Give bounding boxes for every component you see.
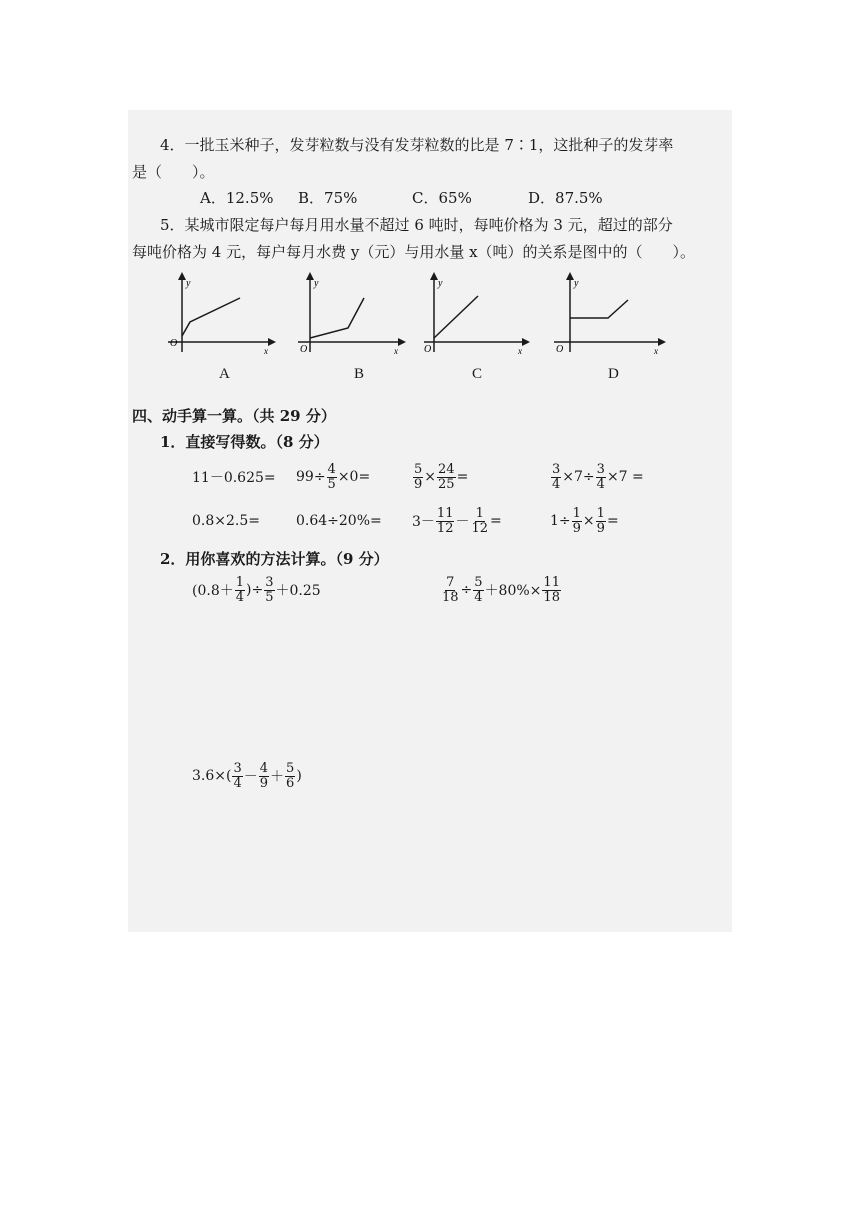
graph-a-line	[182, 298, 240, 336]
graph-d-y-label: y	[574, 278, 579, 289]
graph-b-label: B	[354, 366, 365, 382]
graph-b-y-label: y	[314, 278, 319, 289]
q4-option-d: D．87.5%	[528, 189, 603, 207]
calc-r2c1: 0.8×2.5=	[192, 513, 260, 529]
q4-option-c: C．65%	[412, 189, 472, 207]
graph-d-x-label: x	[654, 346, 658, 354]
graph-d-line	[570, 300, 628, 318]
graph-d	[548, 272, 666, 354]
q4-line1: 4．一批玉米种子，发芽粒数与没有发芽粒数的比是 7∶1，这批种子的发芽率	[160, 136, 674, 154]
graph-a-origin: O	[170, 338, 178, 349]
calc-r1c3: $\frac{5}{9}$ × $\frac{24}{25}$ =	[414, 461, 469, 492]
graph-c	[418, 272, 530, 354]
graph-b-x-label: x	[394, 346, 398, 354]
graph-c-origin: O	[424, 344, 432, 354]
section4-title: 四、动手算一算。（共 29 分）	[132, 407, 336, 425]
graph-d-origin: O	[556, 344, 564, 354]
graph-c-line	[434, 296, 478, 338]
calc-r1c1: 11－0.625=	[192, 470, 276, 486]
q4-option-b: B．75%	[298, 189, 358, 207]
graph-a-x-label: x	[264, 346, 268, 354]
graph-a	[152, 272, 276, 354]
part2-title: 2．用你喜欢的方法计算。（9 分）	[160, 550, 389, 568]
graph-b	[292, 272, 406, 354]
graph-b-origin: O	[300, 344, 308, 354]
calc-r1c2: 99÷ $\frac{4}{5}$ ×0=	[296, 461, 371, 492]
graph-a-label: A	[219, 366, 230, 382]
q4-option-a: A．12.5%	[200, 189, 274, 207]
part1-title: 1．直接写得数。（8 分）	[160, 433, 329, 451]
graph-b-line	[310, 298, 364, 338]
graph-c-y-label: y	[438, 278, 443, 289]
q5-line2: 每吨价格为 4 元，每户每月水费 y（元）与用水量 x（吨）的关系是图中的（ ）。	[132, 243, 696, 261]
graph-a-y-label: y	[186, 278, 191, 289]
calc-expression-3: 3.6×( $\frac{3}{4}$ － $\frac{4}{9}$ ＋ $\frac{5}{6}$ )	[192, 760, 302, 791]
q4-line2: 是（ ）。	[132, 163, 215, 181]
calc-r2c2: 0.64÷20%=	[296, 513, 382, 529]
calc-expression-1: (0.8＋ $\frac{1}{4}$ )÷ $\frac{3}{5}$ ＋0.25	[192, 574, 321, 605]
calc-r1c4: $\frac{3}{4}$ ×7÷ $\frac{3}{4}$ ×7 =	[552, 461, 644, 492]
graph-c-label: C	[472, 366, 483, 382]
calc-expression-2: $\frac{7}{18}$ ÷ $\frac{5}{4}$ ＋80%× $\frac{11}{18}$	[442, 574, 560, 605]
graph-d-label: D	[608, 366, 619, 382]
graph-c-x-label: x	[518, 346, 522, 354]
calc-r2c4: 1÷ $\frac{1}{9}$ × $\frac{1}{9}$ =	[550, 505, 619, 536]
calc-r2c3: 3－ $\frac{11}{12}$ － $\frac{1}{12}$ =	[412, 505, 502, 536]
q5-line1: 5．某城市限定每户每月用水量不超过 6 吨时，每吨价格为 3 元，超过的部分	[160, 216, 673, 234]
